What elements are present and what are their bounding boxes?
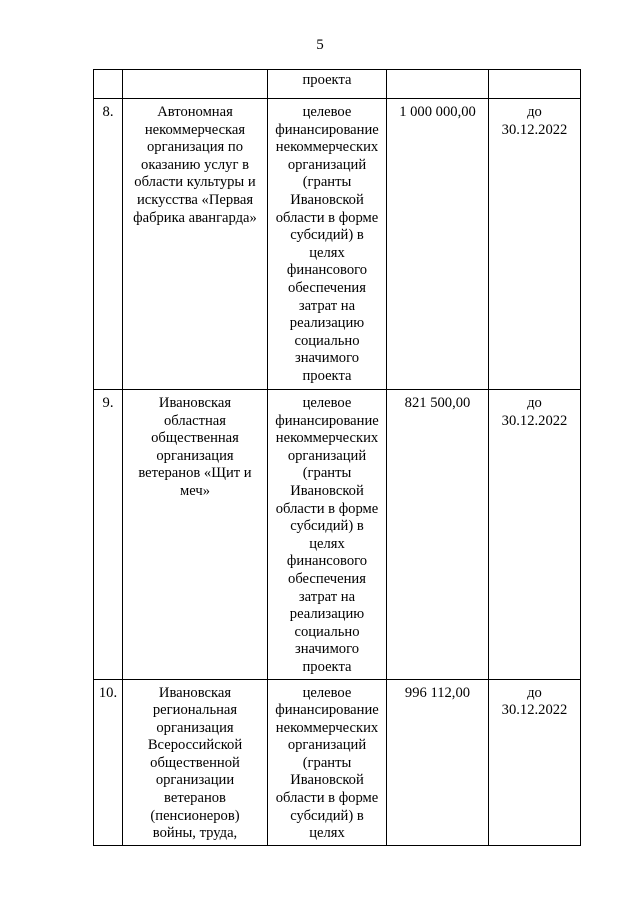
cell-deadline: до 30.12.2022: [489, 99, 581, 390]
cell-organization: Автономная некоммерческая организация по оказанию услуг в области культуры и искусства «Первая фабрика авангарда»: [123, 99, 268, 390]
cell-sum: 996 112,00: [387, 679, 489, 845]
cell-num: 10.: [94, 679, 123, 845]
table-row: [94, 99, 581, 390]
table-row: [94, 679, 581, 845]
table-row: [94, 390, 581, 680]
cell-sum: 821 500,00: [387, 390, 489, 680]
cell-organization: [123, 70, 268, 99]
grants-table: [93, 69, 581, 846]
cell-purpose: целевое финансирование некоммерческих организаций (гранты Ивановской области в форме субсидий) в целях: [268, 679, 387, 845]
cell-deadline: [489, 70, 581, 99]
cell-organization: Ивановская региональная организация Всероссийской общественной организации ветеранов (пенсионеров) войны, труда,: [123, 679, 268, 845]
cell-num: 9.: [94, 390, 123, 680]
page-number: 5: [316, 37, 324, 53]
cell-purpose: целевое финансирование некоммерческих организаций (гранты Ивановской области в форме субсидий) в целях финансового обеспечения затрат на реализацию социально значимого проекта: [268, 390, 387, 680]
cell-sum: [387, 70, 489, 99]
cell-num: 8.: [94, 99, 123, 390]
cell-purpose: целевое финансирование некоммерческих организаций (гранты Ивановской области в форме субсидий) в целях финансового обеспечения затрат на реализацию социально значимого проекта: [268, 99, 387, 390]
table-row-continuation: [94, 70, 581, 99]
cell-deadline: до 30.12.2022: [489, 679, 581, 845]
cell-sum: 1 000 000,00: [387, 99, 489, 390]
cell-organization: Ивановская областная общественная организация ветеранов «Щит и меч»: [123, 390, 268, 680]
cell-purpose: проекта: [268, 70, 387, 99]
cell-num: [94, 70, 123, 99]
cell-deadline: до 30.12.2022: [489, 390, 581, 680]
